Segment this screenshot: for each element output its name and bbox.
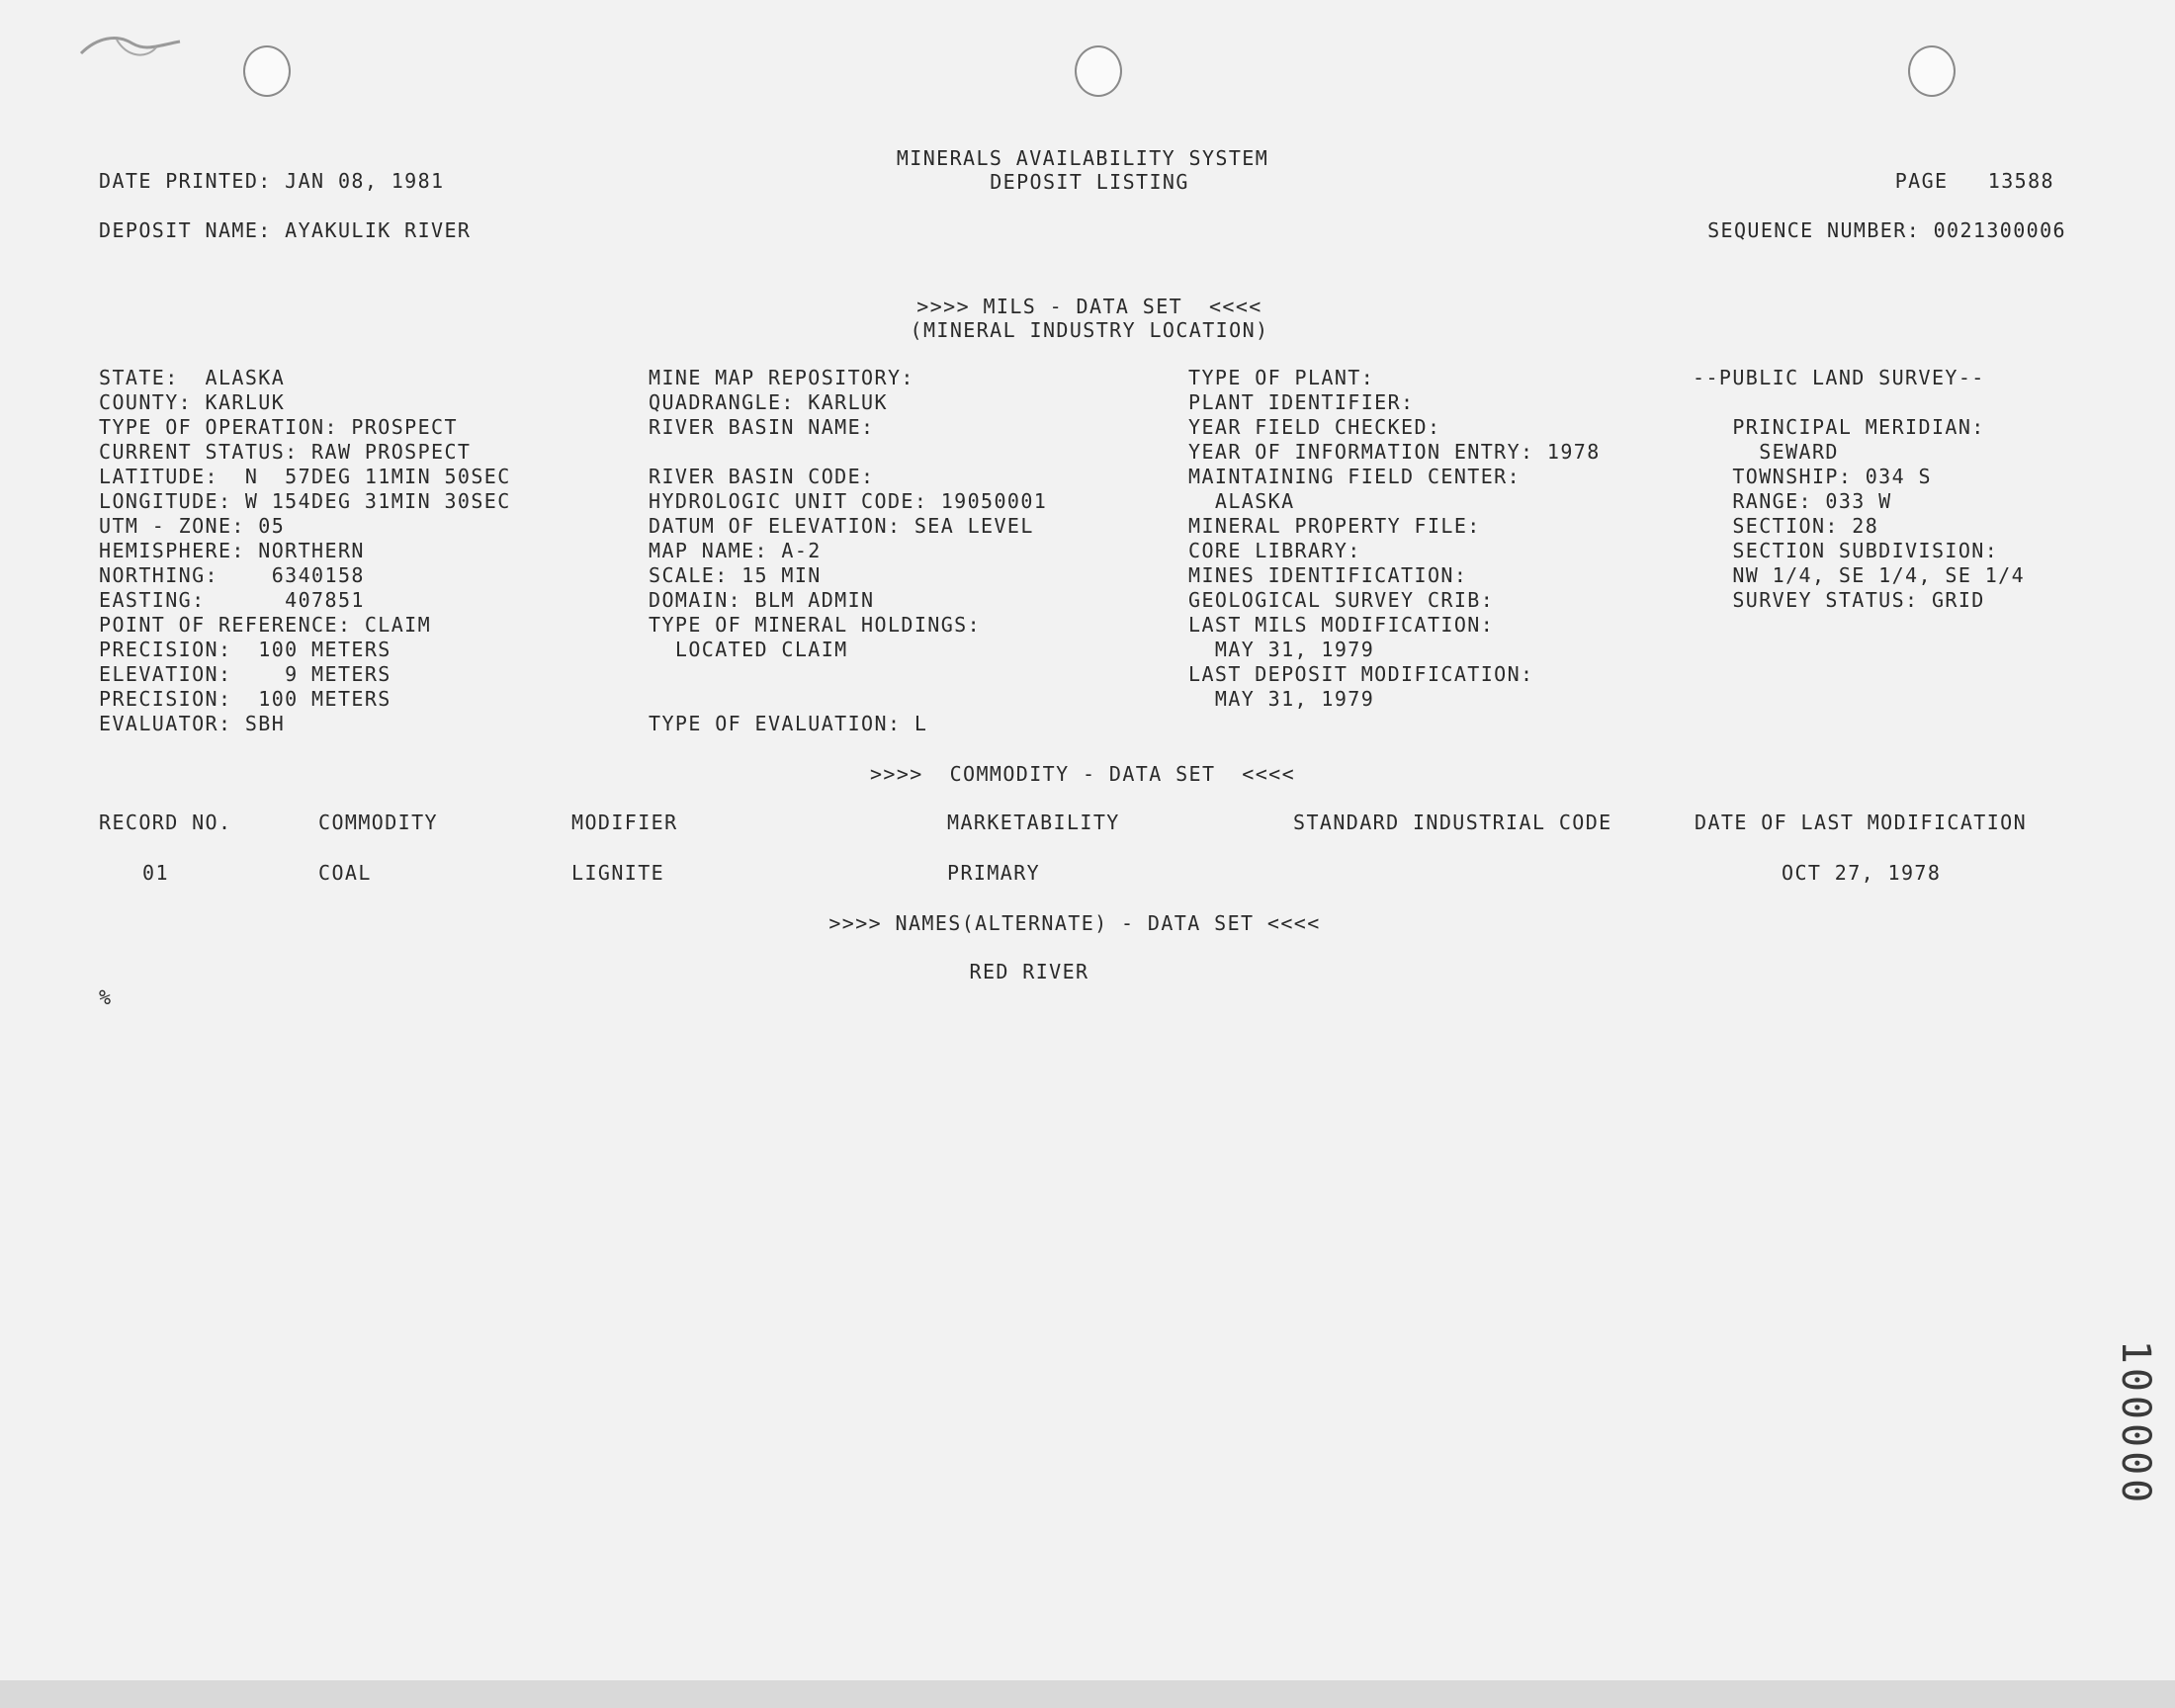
- mils-col3-line: LAST DEPOSIT MODIFICATION:: [1188, 662, 1534, 686]
- cell-last-modification: OCT 27, 1978: [1782, 861, 1942, 885]
- mils-col3-line: YEAR FIELD CHECKED:: [1188, 415, 1441, 439]
- mils-col3-line: MAINTAINING FIELD CENTER:: [1188, 465, 1522, 488]
- mils-col2-line: QUADRANGLE: KARLUK: [649, 390, 888, 414]
- mils-col2-line: MAP NAME: A-2: [649, 539, 822, 562]
- mils-col4-line: SEWARD: [1693, 440, 1839, 464]
- mils-col2-line: SCALE: 15 MIN: [649, 563, 822, 587]
- mils-col3-line: MINERAL PROPERTY FILE:: [1188, 514, 1481, 538]
- mils-col1-line: UTM - ZONE: 05: [99, 514, 286, 538]
- alternate-name: RED RIVER: [969, 960, 1089, 983]
- listing-title: DEPOSIT LISTING: [990, 170, 1189, 194]
- page-number: PAGE 13588: [1894, 169, 2054, 193]
- cell-commodity: COAL: [318, 861, 372, 885]
- mils-col1-line: EVALUATOR: SBH: [99, 712, 286, 735]
- frame-number-stamp: 100000: [2113, 1339, 2158, 1507]
- mils-col1-line: EASTING: 407851: [99, 588, 365, 612]
- pencil-mark: [77, 28, 186, 67]
- mils-col3-line: LAST MILS MODIFICATION:: [1188, 613, 1495, 637]
- mils-col4-line: PRINCIPAL MERIDIAN:: [1693, 415, 1985, 439]
- sequence-number: SEQUENCE NUMBER: 0021300006: [1707, 218, 2066, 242]
- mils-subheading: (MINERAL INDUSTRY LOCATION): [910, 318, 1269, 342]
- mils-col1-line: HEMISPHERE: NORTHERN: [99, 539, 365, 562]
- mils-col4-line: TOWNSHIP: 034 S: [1693, 465, 1932, 488]
- column-header-commodity: COMMODITY: [318, 811, 438, 834]
- mils-col3-line: TYPE OF PLANT:: [1188, 366, 1375, 389]
- footer-mark: %: [99, 985, 113, 1009]
- mils-col1-line: NORTHING: 6340158: [99, 563, 365, 587]
- mils-col3-line: ALASKA: [1188, 489, 1295, 513]
- column-header-last-modification: DATE OF LAST MODIFICATION: [1695, 811, 2028, 834]
- mils-col2-line: TYPE OF MINERAL HOLDINGS:: [649, 613, 982, 637]
- public-land-survey-heading: --PUBLIC LAND SURVEY--: [1693, 366, 1985, 389]
- mils-col1-line: POINT OF REFERENCE: CLAIM: [99, 613, 432, 637]
- mils-col1-line: LATITUDE: N 57DEG 11MIN 50SEC: [99, 465, 511, 488]
- mils-col1-line: ELEVATION: 9 METERS: [99, 662, 392, 686]
- column-header-marketability: MARKETABILITY: [947, 811, 1120, 834]
- mils-col3-line: YEAR OF INFORMATION ENTRY: 1978: [1188, 440, 1601, 464]
- mils-col1-line: PRECISION: 100 METERS: [99, 638, 392, 661]
- cell-record-no: 01: [142, 861, 169, 885]
- mils-col2-line: MINE MAP REPOSITORY:: [649, 366, 914, 389]
- mils-col1-line: COUNTY: KARLUK: [99, 390, 286, 414]
- mils-col4-line: NW 1/4, SE 1/4, SE 1/4: [1693, 563, 2026, 587]
- mils-col4-line: RANGE: 033 W: [1693, 489, 1892, 513]
- mils-col2-line: LOCATED CLAIM: [649, 638, 848, 661]
- mils-col1-line: LONGITUDE: W 154DEG 31MIN 30SEC: [99, 489, 511, 513]
- mils-col1-line: TYPE OF OPERATION: PROSPECT: [99, 415, 458, 439]
- cell-marketability: PRIMARY: [947, 861, 1041, 885]
- mils-col1-line: STATE: ALASKA: [99, 366, 286, 389]
- punch-hole-right: [1908, 45, 1956, 97]
- mils-col2-line: HYDROLOGIC UNIT CODE: 19050001: [649, 489, 1048, 513]
- deposit-name: DEPOSIT NAME: AYAKULIK RIVER: [99, 218, 472, 242]
- mils-col3-line: MAY 31, 1979: [1188, 638, 1375, 661]
- mils-col4-line: SURVEY STATUS: GRID: [1693, 588, 1985, 612]
- mils-col3-line: CORE LIBRARY:: [1188, 539, 1361, 562]
- mils-col2-line: RIVER BASIN CODE:: [649, 465, 875, 488]
- mils-col3-line: MAY 31, 1979: [1188, 687, 1375, 711]
- mils-col2-line: DATUM OF ELEVATION: SEA LEVEL: [649, 514, 1034, 538]
- mils-col3-line: GEOLOGICAL SURVEY CRIB:: [1188, 588, 1495, 612]
- mils-heading: >>>> MILS - DATA SET <<<<: [916, 295, 1262, 318]
- mils-col3-line: MINES IDENTIFICATION:: [1188, 563, 1468, 587]
- mils-col1-line: PRECISION: 100 METERS: [99, 687, 392, 711]
- cell-modifier: LIGNITE: [571, 861, 665, 885]
- mils-col4-line: SECTION: 28: [1693, 514, 1879, 538]
- punch-hole-center: [1075, 45, 1122, 97]
- commodity-heading: >>>> COMMODITY - DATA SET <<<<: [869, 762, 1296, 786]
- system-title: MINERALS AVAILABILITY SYSTEM: [896, 146, 1269, 170]
- mils-col3-line: PLANT IDENTIFIER:: [1188, 390, 1415, 414]
- column-header-record-no: RECORD NO.: [99, 811, 232, 834]
- names-heading: >>>> NAMES(ALTERNATE) - DATA SET <<<<: [828, 911, 1321, 935]
- column-header-sic: STANDARD INDUSTRIAL CODE: [1293, 811, 1612, 834]
- mils-col2-line: RIVER BASIN NAME:: [649, 415, 875, 439]
- column-header-modifier: MODIFIER: [571, 811, 678, 834]
- scanner-edge: [0, 1680, 2175, 1708]
- mils-col2-line: DOMAIN: BLM ADMIN: [649, 588, 875, 612]
- mils-col2-line: TYPE OF EVALUATION: L: [649, 712, 928, 735]
- punch-hole-left: [243, 45, 291, 97]
- mils-col1-line: CURRENT STATUS: RAW PROSPECT: [99, 440, 472, 464]
- date-printed: DATE PRINTED: JAN 08, 1981: [99, 169, 445, 193]
- mils-col4-line: SECTION SUBDIVISION:: [1693, 539, 1999, 562]
